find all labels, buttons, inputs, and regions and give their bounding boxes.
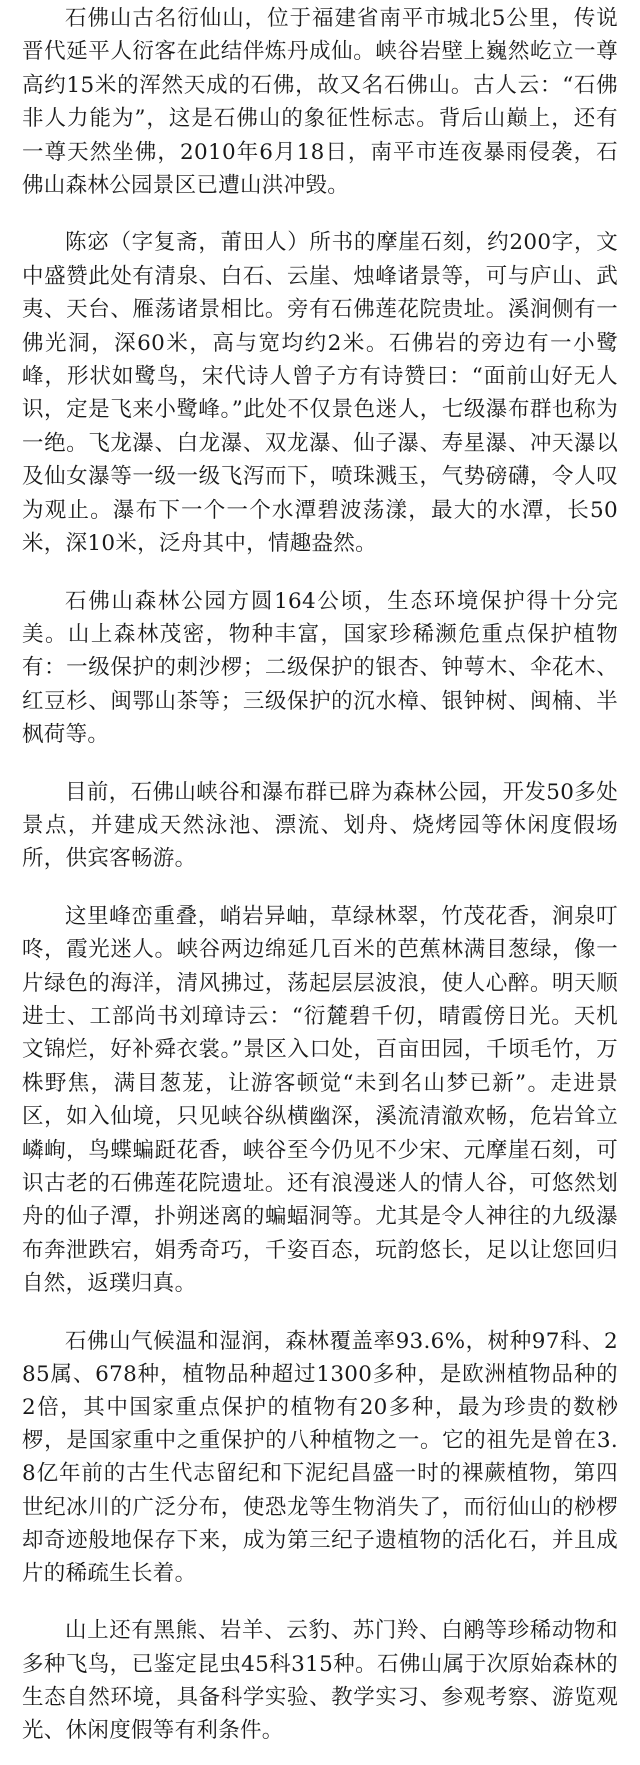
- paragraph-intro: 石佛山古名衍仙山，位于福建省南平市城北5公里，传说晋代延平人衍客在此结伴炼丹成仙。峡谷岩壁上巍然屹立一尊高约15米的浑然天成的石佛，故又名石佛山。古人云：“石佛非人力能为”，这是石佛山的象征性标志。背后山巅上，还有一尊天然坐佛，2010年6月18日，南平市连夜暴雨侵袭，石佛山森林公园景区已遭山洪冲毁。: [22, 6, 618, 199]
- paragraph-forest-park: 石佛山森林公园方圆164公顷，生态环境保护得十分完美。山上森林茂密，物种丰富，国家珍稀濒危重点保护植物有：一级保护的刺沙椤；二级保护的银杏、钟萼木、伞花木、红豆杉、闽鄂山茶等；三级保护的沉水樟、银钟树、闽楠、半枫荷等。: [22, 588, 618, 748]
- paragraph-scenic-spots: 目前，石佛山峡谷和瀑布群已辟为森林公园，开发50多处景点，并建成天然泳池、漂流、划舟、烧烤园等休闲度假场所，供宾客畅游。: [22, 779, 618, 872]
- paragraph-climate: 石佛山气候温和湿润，森林覆盖率93.6%，树种97科、285属、678种，植物品种超过1300多种，是欧洲植物品种的2倍，其中国家重点保护的植物有20多种，最为珍贵的数桫椤，是国家重中之重保护的八种植物之一。它的祖先是曾在3.8亿年前的古生代志留纪和下泥纪昌盛一时的裸蕨植物，第四世纪冰川的广泛分布，使恐龙等生物消失了，而衍仙山的桫椤却奇迹般地保存下来，成为第三纪子遗植物的活化石，并且成片的稀疏生长着。: [22, 1328, 618, 1587]
- paragraph-scenery: 这里峰峦重叠，峭岩异岫，草绿林翠，竹茂花香，涧泉叮咚，霞光迷人。峡谷两边绵延几百米的芭蕉林满目葱绿，像一片绿色的海洋，清风拂过，荡起层层波浪，使人心醉。明天顺进士、工部尚书刘璋诗云：“衍麓碧千仞，晴霞傍日光。天机文锦烂，好补舜衣裳。”景区入口处，百亩田园，千顷毛竹，万株野焦，满目葱茏，让游客顿觉“未到名山梦已新”。走进景区，如入仙境，只见峡谷纵横幽深，溪流清澈欢畅，危岩耸立嶙峋，鸟蝶蝙跹花香，峡谷至今仍见不少宋、元摩崖石刻，可识古老的石佛莲花院遗址。还有浪漫迷人的情人谷，可悠然划舟的仙子潭，扑朔迷离的蝙蝠洞等。尤其是令人神往的九级瀑布奔泄跌宕，娟秀奇巧，千姿百态，玩韵悠长，足以让您回归自然，返璞归真。: [22, 903, 618, 1297]
- paragraph-cliff-inscription: 陈宓（字复斋，莆田人）所书的摩崖石刻，约200字，文中盛赞此处有清泉、白石、云崖、烛峰诸景等，可与庐山、武夷、天台、雁荡诸景相比。旁有石佛莲花院贵址。溪涧侧有一佛光洞，深60米，高与宽均约2米。石佛岩的旁边有一小鹭峰，形状如鹭鸟，宋代诗人曾子方有诗赞曰：“面前山好无人识，定是飞来小鹭峰。”此处不仅景色迷人，七级瀑布群也称为一绝。飞龙瀑、白龙瀑、双龙瀑、仙子瀑、寿星瀑、冲天瀑以及仙女瀑等一级一级飞泻而下，喷珠溅玉，气势磅礴，令人叹为观止。瀑布下一个一个水潭碧波荡漾，最大的水潭，长50米，深10米，泛舟其中，情趣盎然。: [22, 230, 618, 557]
- paragraph-wildlife: 山上还有黑熊、岩羊、云豹、苏门羚、白鹇等珍稀动物和多种飞鸟，已鉴定昆虫45科315种。石佛山属于次原始森林的生态自然环境，具备科学实验、教学实习、参观考察、游览观光、休闲度假等有利条件。: [22, 1618, 618, 1744]
